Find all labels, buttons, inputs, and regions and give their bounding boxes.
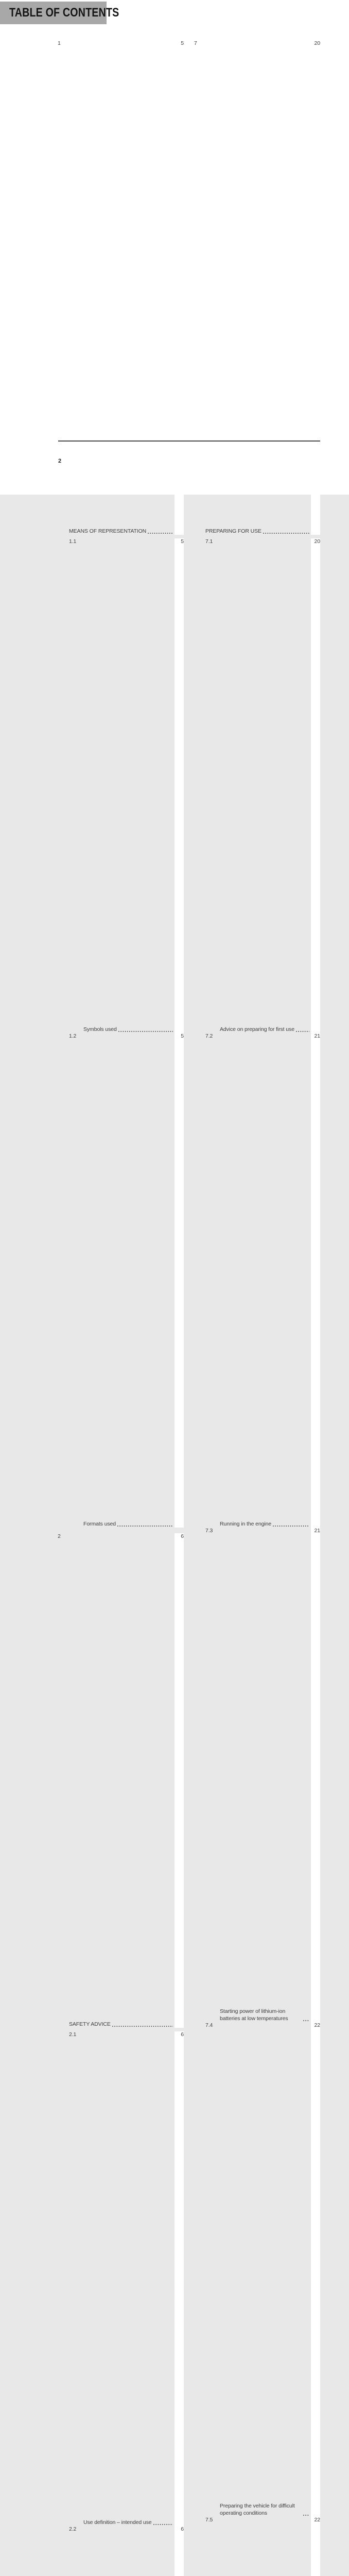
toc-entry-number: 2.1 [69, 2031, 77, 2038]
page-header-band [0, 2, 119, 24]
toc-entry-number: 7.5 [205, 2517, 213, 2523]
toc-entry-page: 22 [311, 2022, 320, 2517]
toc-entry-row [205, 2517, 320, 2576]
toc-dot-leader [153, 2524, 173, 2525]
toc-section-row [194, 40, 320, 535]
toc-entry-title: Starting power of lithium-ion batteries at low temperatures [220, 2008, 288, 2022]
toc-entry-title: SAFETY ADVICE [69, 2021, 111, 2027]
toc-entry-page: 6 [174, 2031, 184, 2526]
toc-section-row [58, 1533, 184, 2028]
toc-entry-row [69, 2031, 184, 2526]
toc-entry-title: Symbols used [83, 1026, 117, 1032]
toc-entry-page: 22 [311, 2517, 320, 2576]
toc-entry-number: 7.2 [205, 1033, 213, 1039]
toc-entry-title: Use definition – intended use [83, 2519, 152, 2526]
toc-dot-leader [263, 533, 309, 534]
toc-section [58, 40, 184, 1528]
toc-dot-leader [296, 1031, 309, 1032]
toc-entry-number: 7 [194, 40, 197, 46]
toc-section-row [58, 40, 184, 535]
toc-dot-leader [273, 1526, 309, 1527]
toc-entry-page: 5 [174, 40, 184, 535]
footer-page-number: 2 [58, 458, 62, 464]
toc-entry-page: 6 [174, 2526, 184, 2576]
toc-dot-leader [148, 533, 173, 534]
footer-divider [58, 440, 320, 442]
toc-entry-title: PREPARING FOR USE [205, 528, 261, 534]
page-title: TABLE OF CONTENTS [9, 6, 119, 20]
toc-dot-leader [117, 1526, 173, 1527]
toc-entry-page: 6 [174, 1533, 184, 2028]
toc-entry-row [69, 1033, 184, 1528]
toc-dot-leader [112, 2026, 173, 2027]
toc-entry-title: Running in the engine [220, 1520, 272, 1527]
toc-entry-page: 5 [174, 1033, 184, 1528]
toc-entry-title: Preparing the vehicle for difficult operating conditions [220, 2503, 295, 2516]
toc-entry-number: 2.2 [69, 2526, 77, 2532]
toc-entry-number: 7.1 [205, 538, 213, 545]
toc-column-left [58, 40, 184, 2576]
toc-entry-page: 5 [174, 538, 184, 1033]
toc-section [58, 1533, 184, 2576]
toc-column-right [194, 40, 320, 2576]
toc-entry-number: 1.1 [69, 538, 77, 545]
toc-entry-number: 1 [58, 40, 61, 46]
toc-dot-leader [303, 2020, 309, 2021]
toc-dot-leader [303, 2515, 309, 2516]
toc-entry-row [205, 538, 320, 1033]
toc-entry-page: 20 [311, 40, 320, 535]
toc-entry-title: Formats used [83, 1520, 116, 1527]
toc-entry-page: 21 [311, 1033, 320, 1528]
toc-entry-row [69, 538, 184, 1033]
toc-entry-title: Advice on preparing for first use [220, 1026, 294, 1032]
toc-entry-page: 20 [311, 538, 320, 1033]
toc-entry-number: 7.3 [205, 1528, 213, 1534]
toc-section [194, 40, 320, 2576]
toc-dot-leader [118, 1031, 173, 1032]
toc-entry-number: 7.4 [205, 2022, 213, 2028]
toc-entry-number: 1.2 [69, 1033, 77, 1039]
toc-entry-row [205, 2022, 320, 2517]
table-of-contents [58, 40, 320, 2576]
toc-entry-row [205, 1033, 320, 1528]
toc-entry-row [205, 1528, 320, 2022]
toc-entry-title: MEANS OF REPRESENTATION [69, 528, 147, 534]
toc-entry-row [69, 2526, 184, 2576]
toc-entry-page: 21 [311, 1528, 320, 2022]
toc-entry-number: 2 [58, 1533, 61, 1539]
